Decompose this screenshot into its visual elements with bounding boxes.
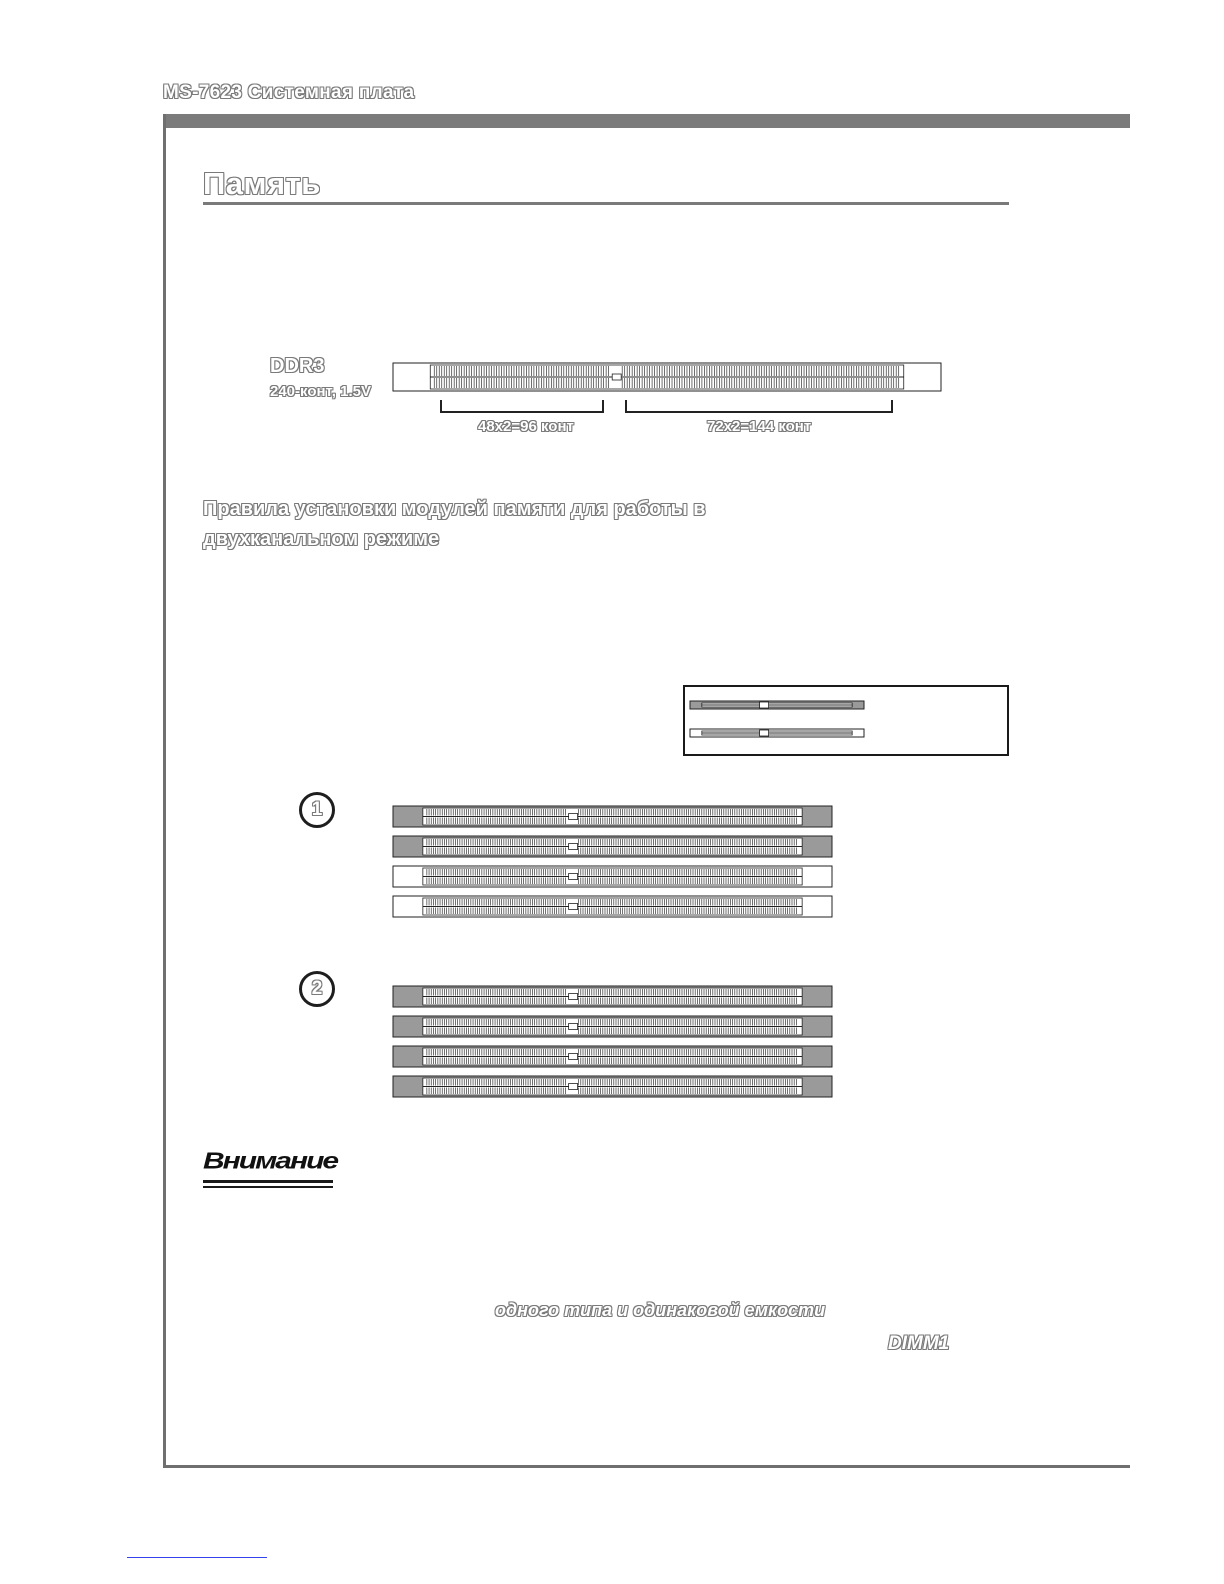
legend-empty-slot-key-notch xyxy=(760,730,769,736)
step-2-slot-1-key-notch xyxy=(569,994,578,1000)
step-1-slot-1-key-notch xyxy=(569,814,578,820)
left-pins-label: 48x2=96 конт xyxy=(478,418,574,435)
step-1-slot-2-key-notch xyxy=(569,844,578,850)
attention-note-same-type: одного типа и одинаковой емкости xyxy=(495,1300,826,1320)
legend-installed-slot-key-notch xyxy=(760,702,769,708)
dual-channel-rules-title: Правила установки модулей памяти для работы в двухканальном режиме xyxy=(203,498,706,550)
section-title: Память xyxy=(203,166,321,201)
ddr-spec-label: 240-конт, 1.5V xyxy=(270,383,371,400)
step-2-slot-4-key-notch xyxy=(569,1084,578,1090)
right-pins-bracket xyxy=(626,400,892,412)
step-1-slot-3-key-notch xyxy=(569,874,578,880)
left-pins-bracket xyxy=(441,400,603,412)
step-2-slot-2-key-notch xyxy=(569,1024,578,1030)
step-2-slot-3-key-notch xyxy=(569,1054,578,1060)
attention-note-dimm1: DIMM1 xyxy=(888,1333,950,1354)
step-2-badge: 2 xyxy=(299,971,335,1007)
right-pins-label: 72x2=144 конт xyxy=(707,418,812,435)
document-header-title: MS-7623 Системная плата xyxy=(163,82,415,103)
ddr3-slot-key-notch xyxy=(612,374,621,380)
step-1-slot-4-key-notch xyxy=(569,904,578,910)
step-1-badge: 1 xyxy=(299,792,335,828)
attention-title: Внимание xyxy=(203,1148,338,1174)
ddr-type-label: DDR3 xyxy=(270,355,325,377)
